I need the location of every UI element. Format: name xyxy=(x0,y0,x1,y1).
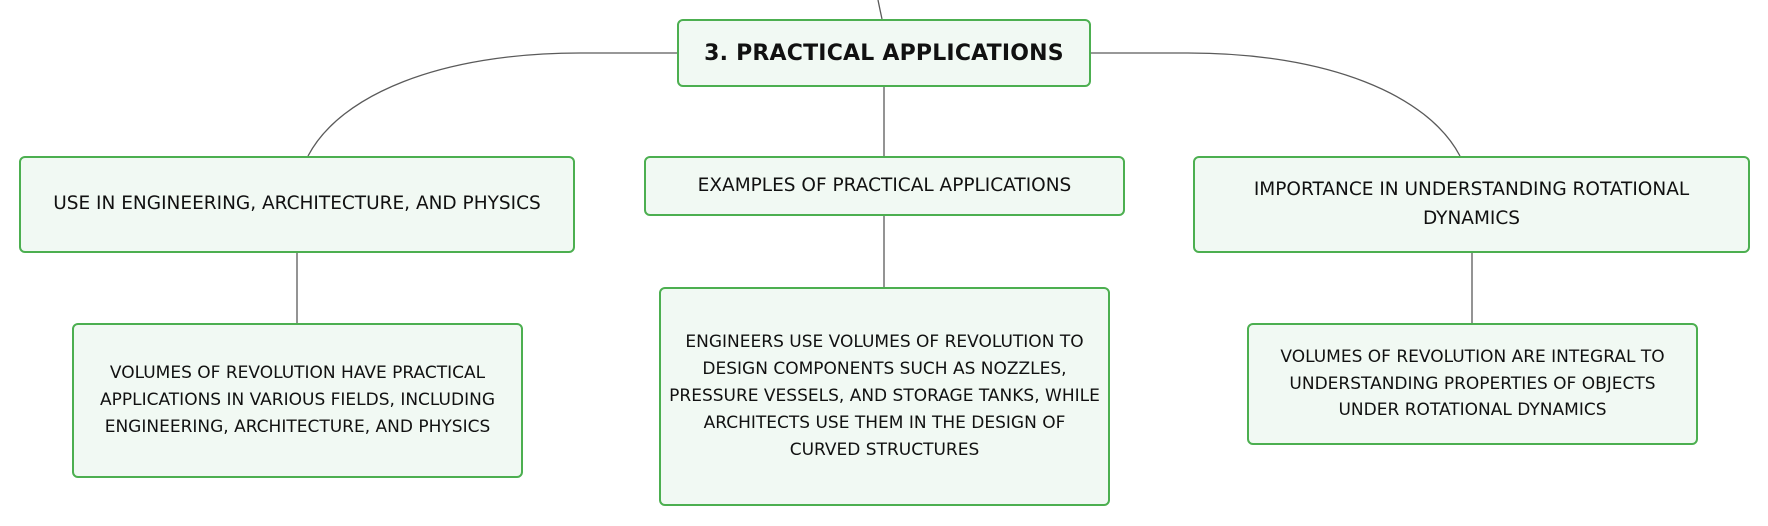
detail-node-rotational-properties[interactable] xyxy=(1247,323,1698,445)
detail-node-text: VOLUMES OF REVOLUTION HAVE PRACTICAL APPLICATIONS IN VARIOUS FIELDS, INCLUDING ENGINEERING, ARCHITECTURE, AND PHYSICS xyxy=(100,363,495,437)
branch-node-label: EXAMPLES OF PRACTICAL APPLICATIONS xyxy=(697,174,1072,196)
detail-node-text: VOLUMES OF REVOLUTION ARE INTEGRAL TO UNDERSTANDING PROPERTIES OF OBJECTS UNDER ROTATIONAL DYNAMICS xyxy=(1280,346,1665,421)
branch-node-engineering-architecture-physics[interactable] xyxy=(19,156,575,253)
connector-root-to-branch-3 xyxy=(1091,53,1460,156)
root-node[interactable] xyxy=(677,19,1091,87)
branch-node-rotational-dynamics[interactable] xyxy=(1193,156,1750,253)
detail-node-practical-fields[interactable] xyxy=(72,323,523,478)
connector-parent-to-root xyxy=(878,0,882,19)
root-node-label: 3. PRACTICAL APPLICATIONS xyxy=(704,40,1064,66)
detail-node-engineering-examples[interactable] xyxy=(659,287,1110,506)
connector-root-to-branch-1 xyxy=(308,53,677,156)
detail-node-text: ENGINEERS USE VOLUMES OF REVOLUTION TO DESIGN COMPONENTS SUCH AS NOZZLES, PRESSURE VESSELS, AND STORAGE TANKS, WHILE ARCHITECTS USE THEM IN THE DESIGN OF CURVED STRUCTURES xyxy=(669,332,1100,460)
branch-node-label: USE IN ENGINEERING, ARCHITECTURE, AND PHYSICS xyxy=(53,193,541,215)
branch-node-practical-examples[interactable] xyxy=(644,156,1125,216)
branch-node-label: IMPORTANCE IN UNDERSTANDING ROTATIONAL DYNAMICS xyxy=(1253,178,1690,229)
